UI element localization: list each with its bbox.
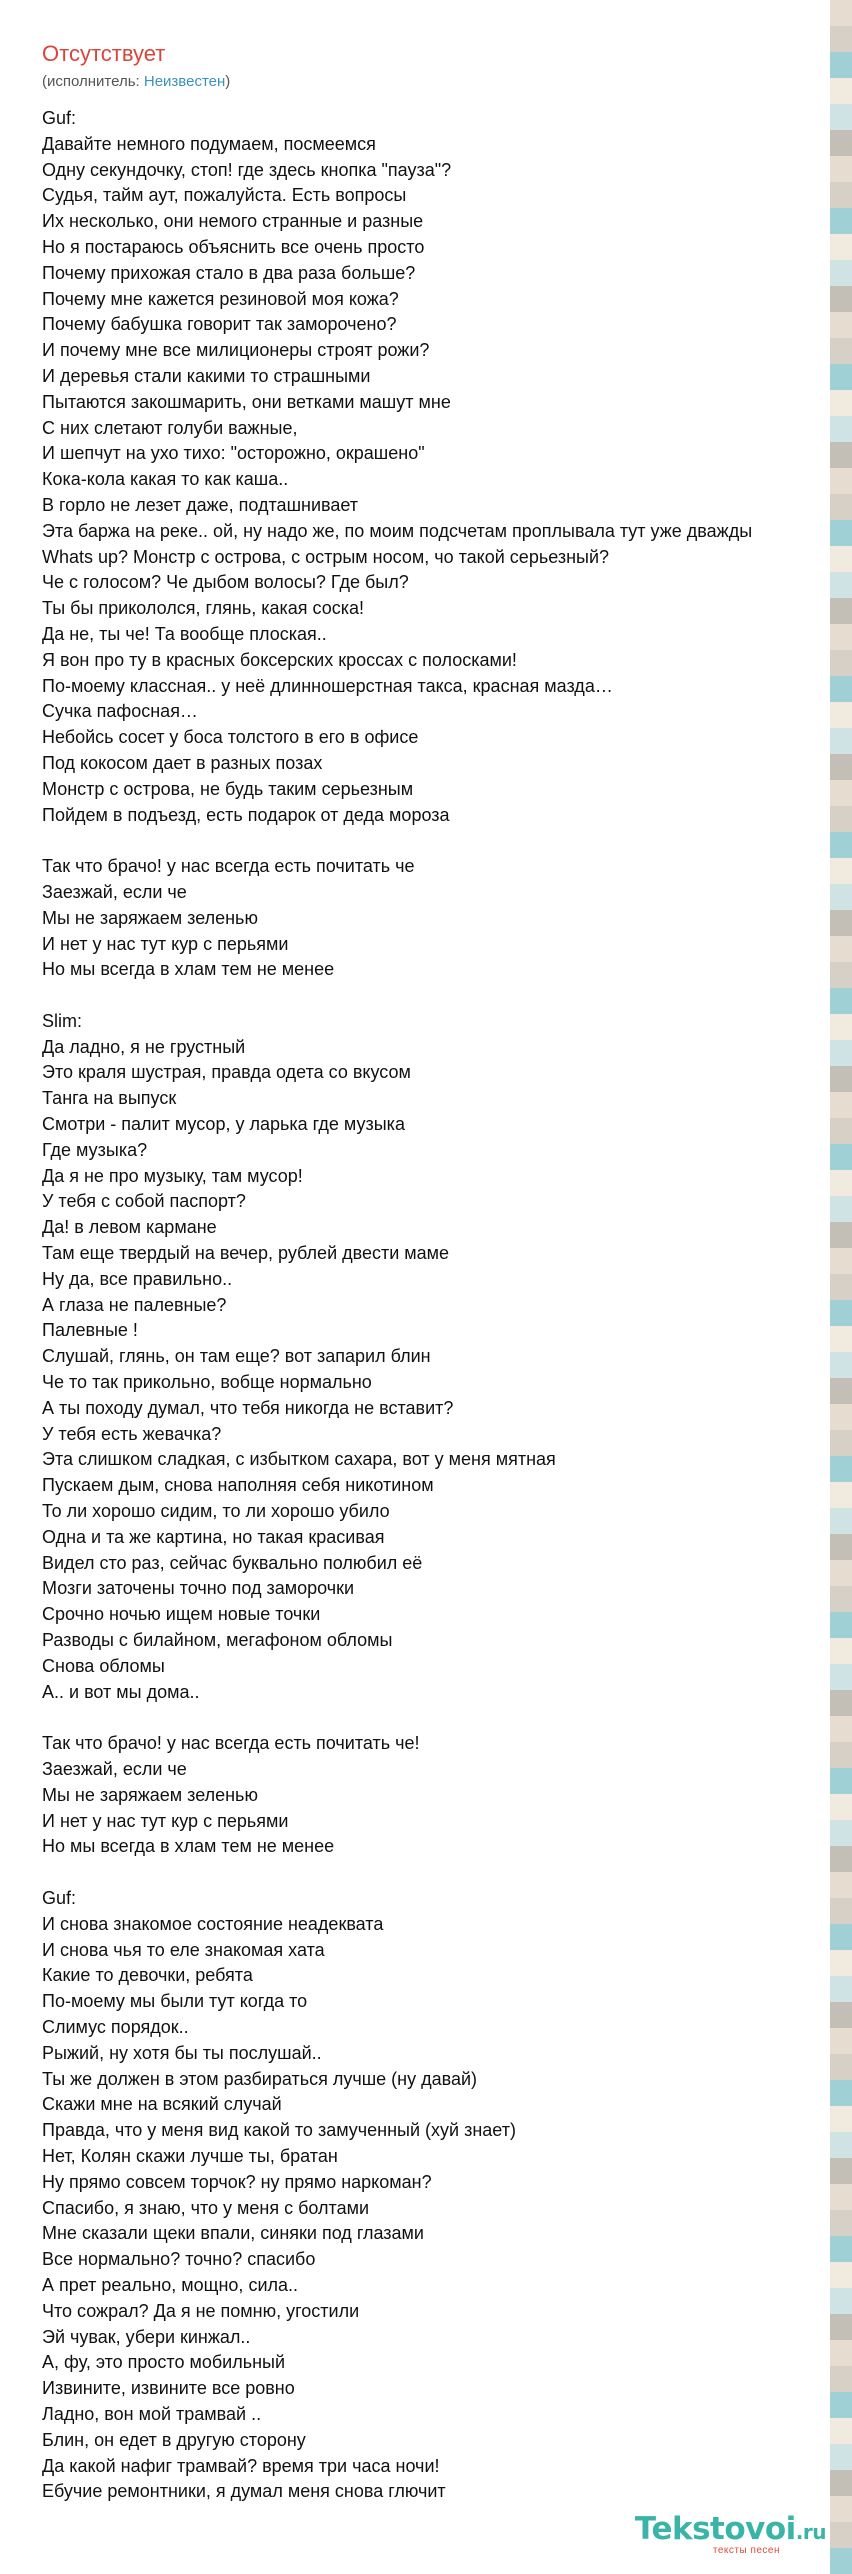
lyric-line: Небойсь сосет у боса толстого в его в офисе bbox=[42, 727, 419, 748]
lyric-line: Там еще твердый на вечер, рублей двести маме bbox=[42, 1243, 450, 1264]
lyric-line: Ты бы прикололся, глянь, какая соска! bbox=[42, 598, 365, 619]
lyric-line: Да какой нафиг трамвай? время три часа ночи! bbox=[42, 2455, 440, 2476]
lyrics-body bbox=[42, 106, 830, 2505]
lyric-line: Заезжай, если че bbox=[42, 1759, 187, 1779]
logo-name: Tekstovoi bbox=[634, 2511, 796, 2547]
lyric-line: Снова обломы bbox=[42, 1655, 165, 1676]
lyric-line: И шепчут на ухо тихо: "осторожно, окрашено" bbox=[42, 443, 425, 464]
lyric-line: То ли хорошо сидим, то ли хорошо убило bbox=[42, 1501, 390, 1522]
lyric-line: Но я постараюсь объяснить все очень просто bbox=[42, 236, 425, 257]
lyric-line: А.. и вот мы дома.. bbox=[42, 1681, 200, 1702]
logo-wordmark bbox=[635, 2512, 826, 2549]
lyric-line: Guf: bbox=[42, 1887, 77, 1908]
lyric-line: Ты же должен в этом разбираться лучше (ну давай) bbox=[42, 2068, 478, 2089]
lyric-line: Их несколько, они немого странные и разные bbox=[42, 211, 424, 232]
lyric-line: Так что брачо! у нас всегда есть почитать че bbox=[42, 856, 415, 877]
lyric-line bbox=[42, 1705, 830, 1731]
lyric-line: Эй чувак, убери кинжал.. bbox=[42, 2326, 251, 2347]
lyric-line: Скажи мне на всякий случай bbox=[42, 2094, 282, 2115]
song-title: Отсутствует bbox=[42, 41, 166, 66]
lyric-line: И нет у нас тут кур с перьями bbox=[42, 1810, 289, 1831]
artist-line bbox=[42, 72, 230, 92]
lyric-line: Ебучие ремонтники, я думал меня снова глючит bbox=[42, 2481, 446, 2502]
lyric-line: Да я не про музыку, там мусор! bbox=[42, 1165, 303, 1186]
lyric-line: Сучка пафосная… bbox=[42, 701, 198, 722]
lyric-line: Правда, что у меня вид какой то замученный (хуй знает) bbox=[42, 2120, 516, 2141]
lyric-line bbox=[42, 828, 830, 854]
lyric-line: У тебя есть жевачка? bbox=[42, 1423, 222, 1444]
lyric-line: А ты походу думал, что тебя никогда не вставит? bbox=[42, 1397, 454, 1418]
lyric-line: Спасибо, я знаю, что у меня с болтами bbox=[42, 2197, 370, 2218]
lyric-line: Пытаются закошмарить, они ветками машут мне bbox=[42, 391, 451, 412]
lyric-line: Где музыка? bbox=[42, 1139, 148, 1160]
lyric-line: Мне сказали щеки впали, синяки под глазами bbox=[42, 2223, 424, 2244]
lyric-line: Под кокосом дает в разных позах bbox=[42, 752, 323, 773]
lyric-line: С них слетают голуби важные, bbox=[42, 417, 298, 438]
lyric-line: По-моему мы были тут когда то bbox=[42, 1991, 308, 2012]
lyric-line: Так что брачо! у нас всегда есть почитать че! bbox=[42, 1733, 420, 1754]
logo-tagline: тексты песен bbox=[712, 2545, 780, 2556]
lyric-line: Слушай, глянь, он там еще? вот запарил блин bbox=[42, 1346, 431, 1367]
lyric-line bbox=[42, 1860, 830, 1886]
lyric-line: И почему мне все милиционеры строят рожи? bbox=[42, 340, 430, 361]
lyric-line: Почему мне кажется резиновой моя кожа? bbox=[42, 288, 399, 309]
lyric-line: Да ладно, я не грустный bbox=[42, 1036, 246, 1057]
artist-suffix: ) bbox=[225, 73, 231, 90]
lyric-line: И нет у нас тут кур с перьями bbox=[42, 933, 289, 954]
lyric-line: Разводы с билайном, мегафоном обломы bbox=[42, 1630, 393, 1651]
lyric-line: А глаза не палевные? bbox=[42, 1294, 227, 1315]
lyric-line: Мы не заряжаем зеленью bbox=[42, 907, 258, 928]
lyric-line: Давайте немного подумаем, посмеемся bbox=[42, 133, 376, 154]
site-logo[interactable] bbox=[635, 2512, 826, 2556]
lyric-line: Судья, тайм аут, пожалуйста. Есть вопросы bbox=[42, 185, 407, 206]
lyric-line: Смотри - палит мусор, у ларька где музыка bbox=[42, 1114, 405, 1135]
lyric-line: У тебя с собой паспорт? bbox=[42, 1191, 246, 1212]
lyric-line: Почему прихожая стало в два раза больше? bbox=[42, 262, 416, 283]
lyric-line: Ну да, все правильно.. bbox=[42, 1268, 233, 1289]
lyric-line: Почему бабушка говорит так заморочено? bbox=[42, 314, 397, 335]
lyric-line: Че с голосом? Че дыбом волосы? Где был? bbox=[42, 572, 409, 593]
artist-prefix: (исполнитель: bbox=[42, 73, 144, 90]
lyric-line: Рыжий, ну хотя бы ты послушай.. bbox=[42, 2042, 322, 2063]
lyric-line: Одна и та же картина, но такая красивая bbox=[42, 1526, 385, 1547]
lyric-line: Заезжай, если че bbox=[42, 881, 187, 902]
lyric-line: А, фу, это просто мобильный bbox=[42, 2352, 286, 2373]
lyric-line: Палевные ! bbox=[42, 1320, 138, 1341]
lyric-line: Пускаем дым, снова наполняя себя никотином bbox=[42, 1475, 434, 1496]
lyric-line: Эта баржа на реке.. ой, ну надо же, по моим подсчетам проплывала тут уже дважды bbox=[42, 520, 753, 541]
lyric-line: Но мы всегда в хлам тем не менее bbox=[42, 1836, 335, 1857]
lyric-line: Да! в левом кармане bbox=[42, 1217, 217, 1238]
lyric-line: Whats up? Монстр с острова, с острым носом, чо такой серьезный? bbox=[42, 546, 610, 567]
lyric-line: Какие то девочки, ребята bbox=[42, 1965, 253, 1986]
lyric-line: И снова знакомое состояние неадеквата bbox=[42, 1913, 384, 1934]
lyric-line: Пойдем в подъезд, есть подарок от деда мороза bbox=[42, 804, 450, 825]
lyric-line: Ладно, вон мой трамвай .. bbox=[42, 2403, 262, 2424]
lyric-line: Одну секундочку, стоп! где здесь кнопка "пауза"? bbox=[42, 159, 452, 180]
lyric-line: Что сожрал? Да я не помню, угостили bbox=[42, 2300, 360, 2321]
lyric-line: Срочно ночью ищем новые точки bbox=[42, 1604, 321, 1625]
lyric-line: Извините, извините все ровно bbox=[42, 2378, 295, 2399]
lyric-line: В горло не лезет даже, подташнивает bbox=[42, 494, 359, 515]
lyric-line: Это краля шустрая, правда одета со вкусом bbox=[42, 1062, 411, 1083]
lyric-line: Да не, ты че! Та вообще плоская.. bbox=[42, 623, 327, 644]
lyric-line: Видел сто раз, сейчас буквально полюбил её bbox=[42, 1552, 423, 1573]
logo-tld: .ru bbox=[795, 2520, 826, 2544]
lyric-line: Guf: bbox=[42, 108, 77, 128]
lyric-line: А прет реально, мощно, сила.. bbox=[42, 2274, 299, 2295]
lyric-line: Мозги заточены точно под заморочки bbox=[42, 1578, 355, 1599]
lyric-line: Монстр с острова, не будь таким серьезным bbox=[42, 778, 414, 799]
lyric-line: Но мы всегда в хлам тем не менее bbox=[42, 959, 335, 980]
lyric-line bbox=[42, 983, 830, 1009]
lyric-line: И деревья стали какими то страшными bbox=[42, 365, 371, 386]
lyric-line: Мы не заряжаем зеленью bbox=[42, 1784, 258, 1805]
lyric-line: Я вон про ту в красных боксерских кроссах с полосками! bbox=[42, 649, 517, 670]
lyric-line: Ну прямо совсем торчок? ну прямо наркоман? bbox=[42, 2171, 432, 2192]
lyric-line: Че то так прикольно, вобще нормально bbox=[42, 1372, 372, 1393]
lyric-line: И снова чья то еле знакомая хата bbox=[42, 1939, 325, 1960]
lyric-line: Все нормально? точно? спасибо bbox=[42, 2249, 316, 2270]
lyric-line: Слимус порядок.. bbox=[42, 2016, 189, 2037]
lyric-line: Танга на выпуск bbox=[42, 1088, 177, 1109]
lyric-line: Эта слишком сладкая, с избытком сахара, вот у меня мятная bbox=[42, 1449, 556, 1470]
lyric-line: Slim: bbox=[42, 1010, 82, 1031]
artist-link[interactable]: Неизвестен bbox=[143, 73, 226, 90]
lyric-line: Нет, Колян скажи лучше ты, братан bbox=[42, 2145, 338, 2166]
lyric-line: По-моему классная.. у неё длинношерстная такса, красная мазда… bbox=[42, 675, 613, 696]
lyric-line: Кока-кола какая то как каша.. bbox=[42, 469, 289, 490]
lyric-line: Блин, он едет в другую сторону bbox=[42, 2429, 306, 2450]
